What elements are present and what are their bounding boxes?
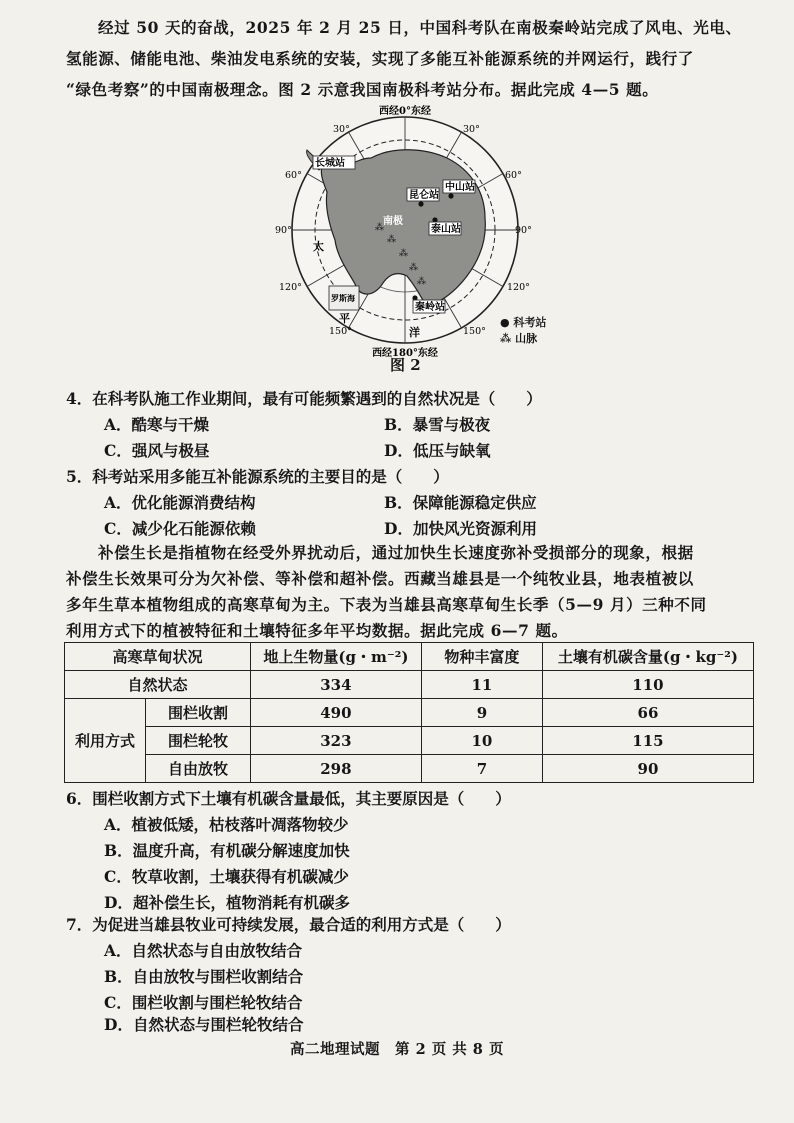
svg-text:⁂: ⁂ xyxy=(399,249,408,259)
row-label: 围栏轮牧 xyxy=(146,727,251,755)
row-label: 围栏收割 xyxy=(146,699,251,727)
cell-richness: 9 xyxy=(421,699,542,727)
svg-text:⁂: ⁂ xyxy=(417,277,426,287)
q7-option-c: C．围栏收割与围栏轮牧结合 xyxy=(104,993,303,1012)
ocean-char-1: 太 xyxy=(313,240,324,253)
intro2-line-3: 多年生草本植物组成的高寒草甸为主。下表为当雄县高寒草甸生长季（5—9 月）三种不同 xyxy=(66,595,707,614)
group-label: 利用方式 xyxy=(65,699,146,783)
cell-carbon: 90 xyxy=(542,755,753,783)
lon-label-90e: 90° xyxy=(515,225,532,236)
lon-label-150w: 150° xyxy=(329,326,352,337)
table-row xyxy=(65,755,754,783)
svg-text:⁂: ⁂ xyxy=(387,235,396,245)
row-label: 自由放牧 xyxy=(146,755,251,783)
cell-richness: 7 xyxy=(421,755,542,783)
lon-label-90w: 90° xyxy=(275,225,292,236)
lon-label-30w: 30° xyxy=(333,124,350,135)
cell-biomass: 490 xyxy=(250,699,421,727)
ocean-char-2: 平 xyxy=(339,312,350,325)
intro2-line-2: 补偿生长效果可分为欠补偿、等补偿和超补偿。西藏当雄县是一个纯牧业县，地表植被以 xyxy=(66,569,694,588)
lon-label-30e: 30° xyxy=(463,124,480,135)
station-qinling: 秦岭站 xyxy=(415,302,445,313)
header-carbon: 土壤有机碳含量(g・kg⁻²) xyxy=(542,643,753,671)
q7-stem: 7．为促进当雄县牧业可持续发展，最合适的利用方式是（ ） xyxy=(66,915,511,934)
station-zhongshan: 中山站 xyxy=(445,182,475,193)
legend-mountain: ⁂ 山脉 xyxy=(500,332,538,345)
q7-option-a: A．自然状态与自由放牧结合 xyxy=(104,941,303,960)
row-label: 自然状态 xyxy=(65,671,251,699)
header-status: 高寒草甸状况 xyxy=(65,643,251,671)
cell-richness: 11 xyxy=(421,671,542,699)
station-kunlun: 昆仑站 xyxy=(409,190,439,201)
legend-station: ● 科考站 xyxy=(500,316,547,329)
header-richness: 物种丰富度 xyxy=(421,643,542,671)
q4-option-c: C．强风与极昼 xyxy=(104,441,210,460)
cell-carbon: 66 xyxy=(542,699,753,727)
q5-option-a: A．优化能源消费结构 xyxy=(104,493,256,512)
q4-option-d: D．低压与缺氧 xyxy=(384,441,491,460)
q6-option-d: D．超补偿生长，植物消耗有机碳多 xyxy=(104,893,350,912)
cell-biomass: 323 xyxy=(250,727,421,755)
header-biomass: 地上生物量(g・m⁻²) xyxy=(250,643,421,671)
grassland-data-table xyxy=(64,642,754,783)
cell-biomass: 334 xyxy=(250,671,421,699)
ross-sea-label: 罗斯海 xyxy=(331,293,355,303)
cell-carbon: 110 xyxy=(542,671,753,699)
q6-option-b: B．温度升高，有机碳分解速度加快 xyxy=(104,841,350,860)
table-row xyxy=(65,699,754,727)
page-footer: 高二地理试题 第 2 页 共 8 页 xyxy=(290,1041,504,1058)
table-header-row xyxy=(65,643,754,671)
cell-carbon: 115 xyxy=(542,727,753,755)
q6-option-a: A．植被低矮，枯枝落叶凋落物较少 xyxy=(104,815,349,834)
figure-caption: 图 2 xyxy=(390,356,421,374)
q4-stem: 4．在科考队施工作业期间，最有可能频繁遇到的自然状况是（ ） xyxy=(66,389,542,408)
ocean-char-3: 洋 xyxy=(409,326,420,339)
lon-label-60e: 60° xyxy=(505,170,522,181)
intro-line-2: 氢能源、储能电池、柴油发电系统的安装，实现了多能互补能源系统的并网运行，践行了 xyxy=(66,49,694,68)
intro2-line-4: 利用方式下的植被特征和土壤特征多年平均数据。据此完成 6—7 题。 xyxy=(66,621,568,640)
lon-label-60w: 60° xyxy=(285,170,302,181)
q5-option-c: C．减少化石能源依赖 xyxy=(104,519,256,538)
q7-option-b: B．自由放牧与围栏收割结合 xyxy=(104,967,304,986)
cell-richness: 10 xyxy=(421,727,542,755)
bottom-meridian-label: 西经180°东经 xyxy=(372,348,438,359)
cell-biomass: 298 xyxy=(250,755,421,783)
q4-option-b: B．暴雪与极夜 xyxy=(384,415,491,434)
svg-text:⁂: ⁂ xyxy=(409,263,418,273)
q5-option-b: B．保障能源稳定供应 xyxy=(384,493,537,512)
station-changcheng: 长城站 xyxy=(315,158,345,169)
table-row xyxy=(65,727,754,755)
q7-option-d: D．自然状态与围栏轮牧结合 xyxy=(104,1015,304,1034)
q6-stem: 6．围栏收割方式下土壤有机碳含量最低，其主要原因是（ ） xyxy=(66,789,511,808)
lon-label-120e: 120° xyxy=(507,282,530,293)
antarctica-map xyxy=(275,100,538,360)
intro2-line-1: 补偿生长是指植物在经受外界扰动后，通过加快生长速度弥补受损部分的现象，根据 xyxy=(98,543,694,562)
intro-line-3: “绿色考察”的中国南极理念。图 2 示意我国南极科考站分布。据此完成 4—5 题。 xyxy=(66,80,659,99)
lon-label-120w: 120° xyxy=(279,282,302,293)
q5-stem: 5．科考站采用多能互补能源系统的主要目的是（ ） xyxy=(66,467,449,486)
top-meridian-label: 西经0°东经 xyxy=(379,106,431,117)
svg-text:⁂: ⁂ xyxy=(375,223,384,233)
station-taishan: 泰山站 xyxy=(431,224,461,235)
lon-label-150e: 150° xyxy=(463,326,486,337)
q4-option-a: A．酷寒与干燥 xyxy=(104,415,210,434)
table-row xyxy=(65,671,754,699)
intro-line-1: 经过 50 天的奋战，2025 年 2 月 25 日，中国科考队在南极秦岭站完成了风电、光电、 xyxy=(98,18,742,37)
south-pole-label: 南极 xyxy=(383,216,403,227)
q5-option-d: D．加快风光资源利用 xyxy=(384,519,537,538)
q6-option-c: C．牧草收割，土壤获得有机碳减少 xyxy=(104,867,349,886)
